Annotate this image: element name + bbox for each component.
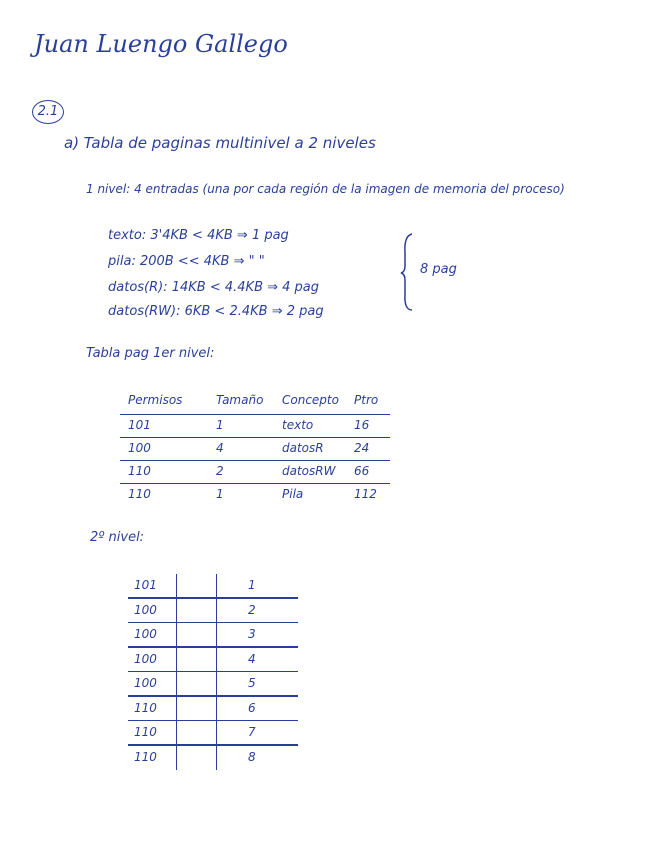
table-row [120, 461, 390, 484]
table-row [128, 599, 298, 624]
table-row [128, 574, 298, 599]
header-permisos: Permisos [128, 393, 183, 407]
cell: 16 [354, 418, 370, 432]
cell: 100 [128, 441, 151, 455]
header-concepto: Concepto [282, 393, 339, 407]
table-row [128, 672, 298, 697]
cell: 7 [248, 725, 256, 739]
cell: 112 [354, 487, 377, 501]
table-row [128, 623, 298, 648]
segment-line: datos(R): 14KB < 4.4KB ⇒ 4 pag [108, 280, 320, 295]
cell: 1 [248, 578, 256, 592]
cell: 100 [134, 602, 157, 617]
cell: 100 [134, 651, 157, 666]
cell: 4 [248, 651, 256, 666]
level2-caption: 2º nivel: [90, 530, 145, 545]
cell: 100 [134, 627, 157, 641]
cell: 110 [134, 725, 157, 739]
table-row [120, 438, 390, 461]
table-row [120, 415, 390, 438]
table-row [128, 697, 298, 722]
cell: 110 [128, 487, 151, 501]
segment-line: texto: 3'4KB < 4KB ⇒ 1 pag [108, 228, 289, 243]
table-row [120, 484, 390, 506]
cell: 1 [216, 487, 224, 501]
cell: 1 [216, 418, 224, 432]
cell: Pila [282, 487, 304, 501]
table-header-row [120, 390, 390, 415]
cell: 3 [248, 627, 256, 641]
header-ptro: Ptro [354, 393, 379, 407]
cell: 110 [134, 700, 157, 715]
cell: 5 [248, 676, 256, 690]
cell: datosRW [282, 464, 336, 478]
cell: texto [282, 418, 314, 432]
total-pages: 8 pag [420, 262, 457, 277]
cell: 24 [354, 441, 370, 455]
cell: 8 [248, 749, 256, 764]
segment-line: datos(RW): 6KB < 2.4KB ⇒ 2 pag [108, 304, 324, 319]
curly-brace-icon [400, 232, 414, 312]
header-tamano: Tamaño [216, 393, 264, 407]
cell: 66 [354, 464, 370, 478]
table-row [128, 746, 298, 771]
level1-note: 1 nivel: 4 entradas (una por cada región de la imagen de memoria del proceso) [86, 182, 565, 196]
exercise-number: 2.1 [32, 100, 64, 124]
segment-line: pila: 200B << 4KB ⇒ " " [108, 254, 265, 269]
table-row [128, 721, 298, 746]
table1-caption: Tabla pag 1er nivel: [86, 346, 215, 361]
author-name: Juan Luengo Gallego [34, 30, 288, 58]
table-row [128, 648, 298, 673]
cell: 4 [216, 441, 224, 455]
part-a-heading: a) Tabla de paginas multinivel a 2 niveles [64, 134, 376, 152]
cell: 100 [134, 676, 157, 690]
second-level-table [128, 574, 298, 770]
cell: 2 [248, 602, 256, 617]
cell: datosR [282, 441, 324, 455]
cell: 6 [248, 700, 256, 715]
first-level-table [120, 390, 390, 506]
cell: 101 [128, 418, 151, 432]
cell: 2 [216, 464, 224, 478]
cell: 110 [128, 464, 151, 478]
cell: 101 [134, 578, 157, 592]
cell: 110 [134, 749, 157, 764]
